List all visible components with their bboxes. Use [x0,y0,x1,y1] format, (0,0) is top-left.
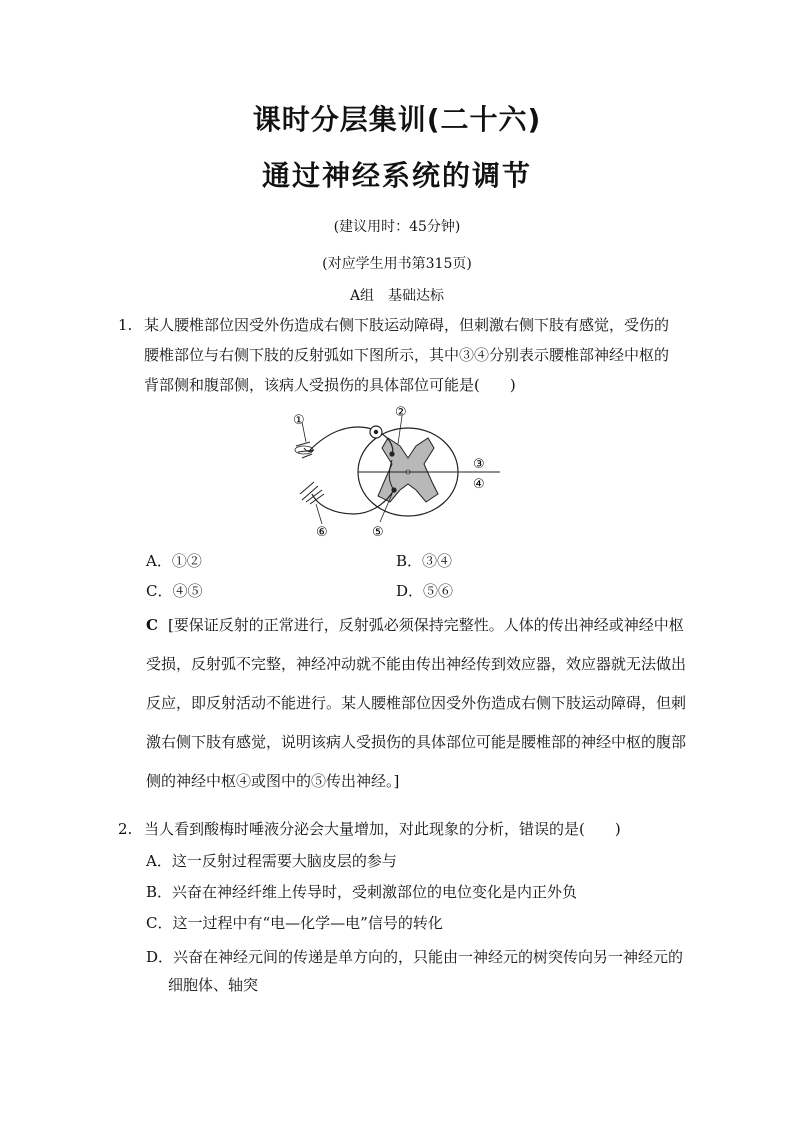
reflex-arc-figure [288,402,508,542]
section-heading: A组 基础达标 [349,288,445,304]
option-b: B．兴奋在神经纤维上传导时，受刺激部位的电位变化是内正外负 [146,883,578,901]
question-1 [118,310,678,400]
figure-label-1: ① [293,413,305,428]
suggested-time: (建议用时：45分钟) [333,219,461,235]
option-d: D．⑤⑥ [396,582,454,600]
answer-letter: C [146,616,158,634]
figure-label-2: ② [395,405,407,420]
option-b: B．③④ [396,552,453,570]
option-a: A．①② [146,552,202,570]
page-subtitle: 通过神经系统的调节 [261,159,532,192]
option-a: A．这一反射过程需要大脑皮层的参与 [146,852,397,870]
explanation-text: [要保证反射的正常进行，反射弧必须保持完整性。人体的传出神经或神经中枢受损，反射弧不完整，神经冲动就不能由传出神经传到效应器，效应器就无法做出反应，即反射活动不能进行。某人腰椎部位因受外伤造成右侧下肢运动障碍，但刺激右侧下肢有感觉，说明该病人受损伤的具体部位可能是腰椎部的神经中枢的腹部侧的神经中枢④或图中的⑤传出神经。] [146,616,687,790]
option-c: C．④⑤ [146,582,203,600]
effector [300,482,324,504]
question-stem: 某人腰椎部位因受外伤造成右侧下肢运动障碍，但刺激右侧下肢有感觉，受伤的腰椎部位与右侧下肢的反射弧如下图所示，其中③④分别表示腰椎部神经中枢的背部侧和腹部侧，该病人受损伤的具体部位可能是( ) [144,316,670,394]
question-number: 1. [118,316,133,334]
figure-label-6: ⑥ [316,525,328,540]
option-d: D．兴奋在神经元间的传递是单方向的，只能由一神经元的树突传向另一神经元的细胞体、轴突 [146,948,684,994]
question-stem: 当人看到酸梅时唾液分泌会大量增加，对此现象的分析，错误的是( ) [144,820,621,838]
question-number: 2. [118,820,133,838]
answer-explanation [146,606,686,801]
book-reference: (对应学生用书第315页) [322,256,472,272]
page-title: 课时分层集训(二十六) [252,103,542,136]
afferent-nerve [310,427,376,450]
question-2 [118,814,678,844]
figure-label-3: ③ [473,457,485,472]
option-c: C．这一过程中有“电—化学—电”信号的转化 [146,914,443,932]
interneuron [389,451,394,456]
figure-label-5: ⑤ [372,525,384,540]
figure-label-4: ④ [473,477,485,492]
receptor [296,442,314,458]
